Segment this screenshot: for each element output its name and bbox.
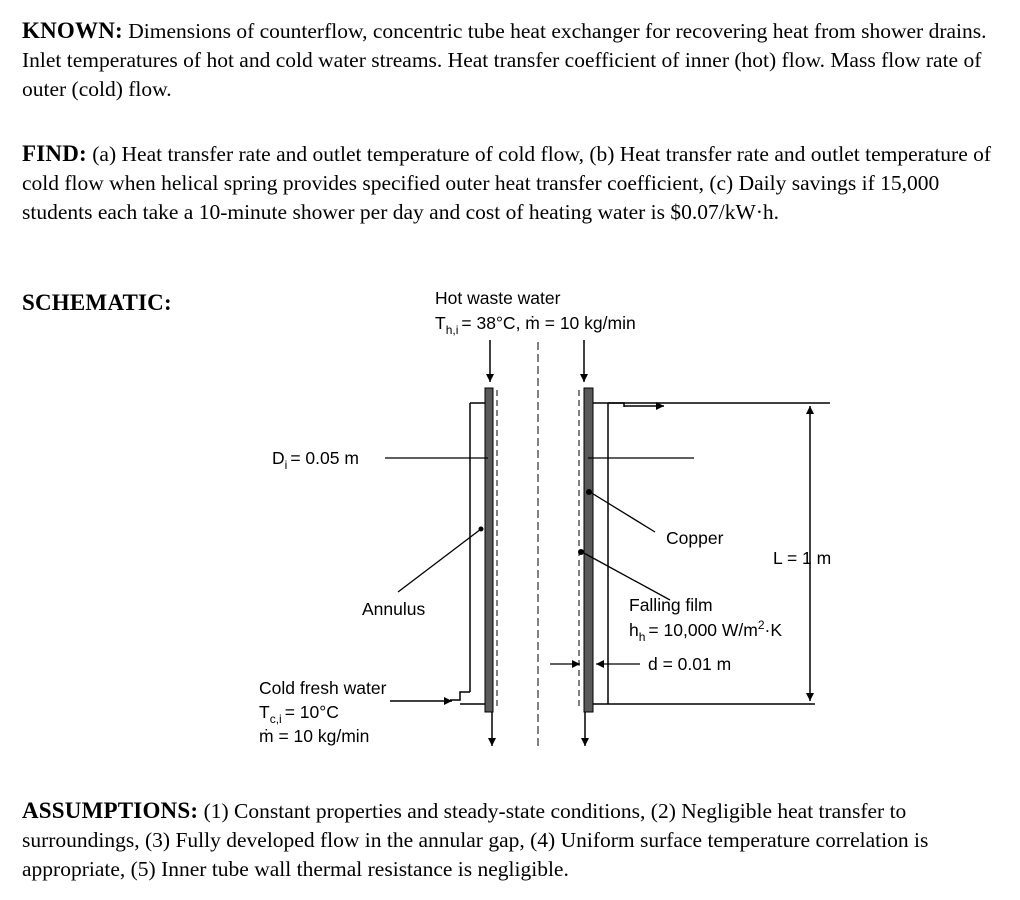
find-heading: FIND: [22, 141, 87, 166]
cold-inlet-pipe [450, 692, 470, 700]
cold-water-temperature: $T_{c,i} = 10^\circ C$ [259, 702, 339, 726]
assumptions-section [22, 796, 1012, 884]
copper-leader [590, 492, 655, 532]
gap-label: d = 0.01 m [648, 654, 732, 674]
copper-label: Copper [666, 528, 724, 548]
find-text: (a) Heat transfer rate and outlet temperature of cold flow, (b) Heat transfer rate and outlet temperature of cold flow when helical spring provides specified outer heat transfer coefficient, (c) Daily savings if 15,000 students each take a 10-minute shower per day and cost of heating water is $0.07/kW·h. [22, 142, 992, 224]
schematic-heading: SCHEMATIC: [22, 290, 172, 315]
heat-exchanger-schematic [0, 280, 1020, 770]
cold-water-flow: ṁ = 10 kg/min [259, 726, 370, 746]
di-label: $D_i = 0.05$ m [272, 448, 359, 472]
copper-wall-left [485, 388, 493, 712]
falling-film-label: Falling film [629, 595, 713, 615]
falling-film-coefficient: $h_h = 10,000$ $W/m^2\cdot K$ [629, 618, 783, 644]
copper-wall-right [584, 388, 593, 712]
known-heading: KNOWN: [22, 18, 123, 43]
falling-film-leader [582, 552, 670, 600]
falling-film-leader-dot [578, 549, 584, 555]
hot-water-conditions: $T_{h,i} = 38^\circ C$, ṁ = 10 kg/min [435, 313, 636, 337]
length-label: L = 1 m [773, 548, 832, 568]
find-section [22, 139, 1012, 227]
hot-water-label: Hot waste water [435, 288, 561, 308]
known-section [22, 16, 1012, 104]
cold-water-label: Cold fresh water [259, 678, 387, 698]
assumptions-heading: ASSUMPTIONS: [22, 798, 199, 823]
annulus-leader-dot [479, 527, 484, 532]
annulus-label: Annulus [362, 599, 426, 619]
known-text: Dimensions of counterflow, concentric tube heat exchanger for recovering heat from shower drains. Inlet temperatures of hot and cold water streams. Heat transfer coefficient of inner (hot) flow. Mass flow rate of outer (cold) flow. [22, 19, 987, 101]
copper-leader-dot [586, 489, 592, 495]
annulus-leader [398, 529, 481, 592]
assumptions-text: (1) Constant properties and steady-state conditions, (2) Negligible heat transfer to surroundings, (3) Fully developed flow in the annular gap, (4) Uniform surface temperature correlation is appropriate, (5) Inner tube wall thermal resistance is negligible. [22, 799, 929, 881]
